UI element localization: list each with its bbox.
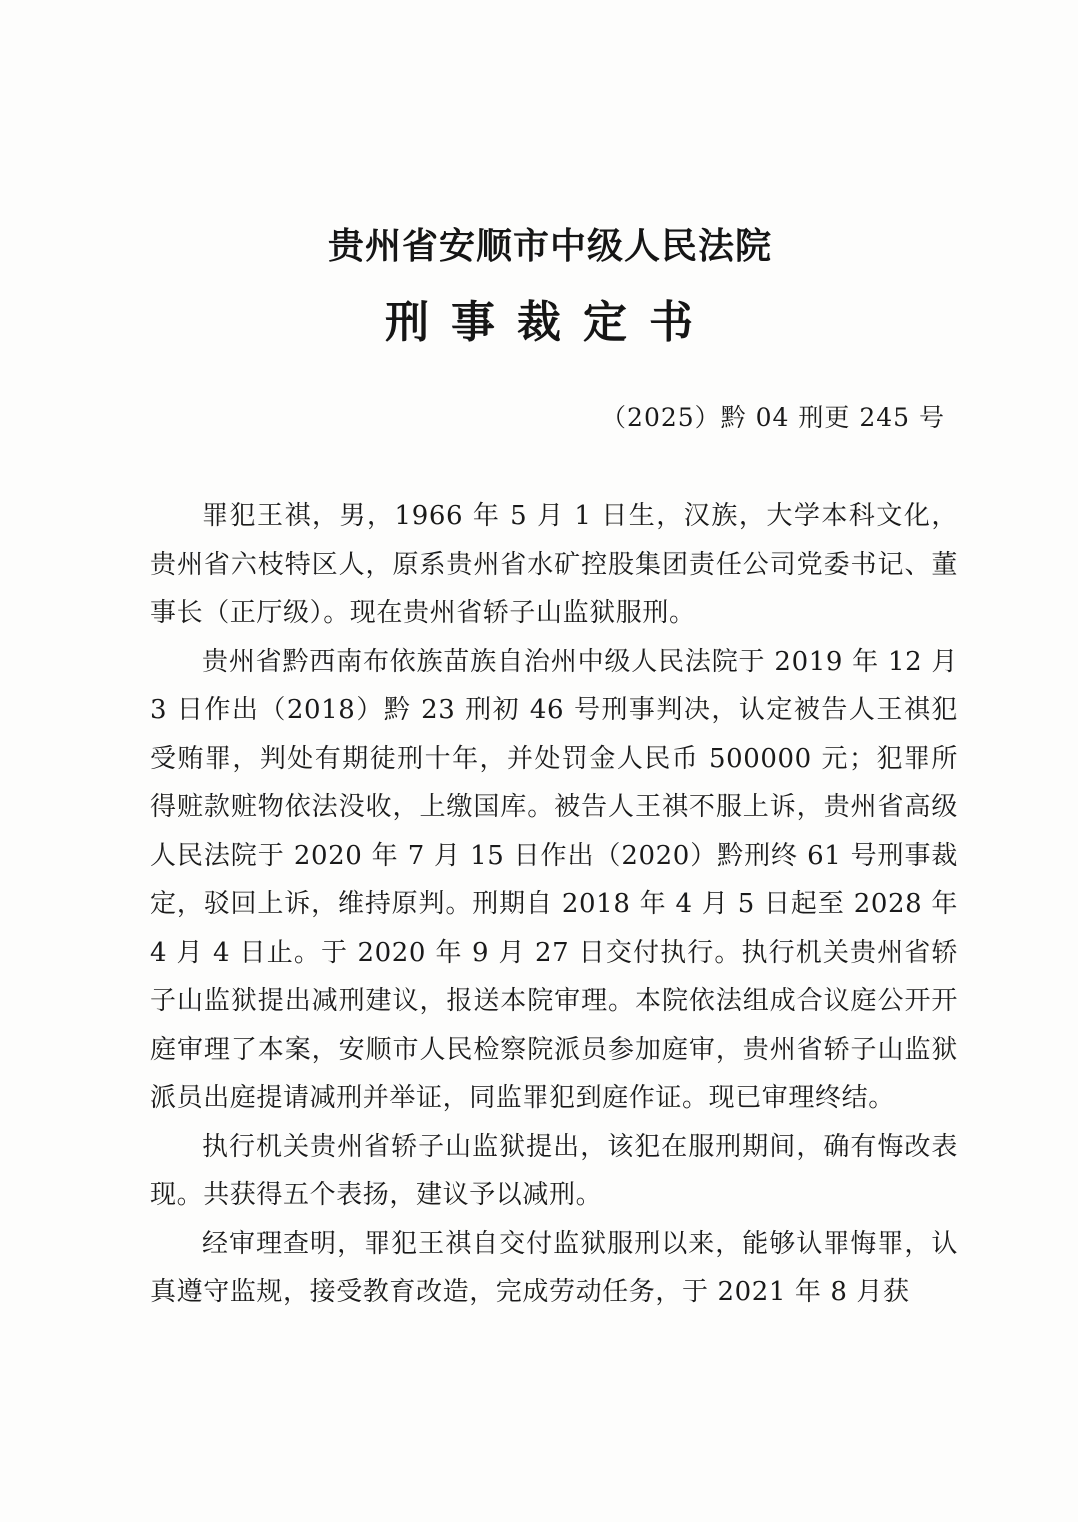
paragraph-findings: 经审理查明，罪犯王祺自交付监狱服刑以来，能够认罪悔罪，认真遵守监规，接受教育改造，完成劳动任务，于 2021 年 8 月获 (150, 1228, 958, 1307)
case-number: （2025）黔 04 刑更 245 号 (601, 403, 945, 432)
paragraph-prison-proposal: 执行机关贵州省轿子山监狱提出，该犯在服刑期间，确有悔改表现。共获得五个表扬，建议予以减刑。 (150, 1131, 958, 1210)
document-body (150, 492, 958, 1317)
document-type-title: 刑事裁定书 (385, 297, 715, 348)
paragraph-defendant-info: 罪犯王祺，男，1966 年 5 月 1 日生，汉族，大学本科文化，贵州省六枝特区人，原系贵州省水矿控股集团责任公司党委书记、董事长（正厅级）。现在贵州省轿子山监狱服刑。 (150, 501, 958, 628)
paragraph-case-history: 贵州省黔西南布依族苗族自治州中级人民法院于 2019 年 12 月 3 日作出（2018）黔 23 刑初 46 号刑事判决，认定被告人王祺犯受贿罪，判处有期徒刑十年，并处罚金人民币 500000 元；犯罪所得赃款赃物依法没收，上缴国库。被告人王祺不服上诉，贵州省高级人民法院于 2020 年 7 月 15 日作出（2020）黔刑终 61 号刑事裁定，驳回上诉，维持原判。刑期自 2018 年 4 月 5 日起至 2028 年 4 月 4 日止。于 2020 年 9 月 27 日交付执行。执行机关贵州省轿子山监狱提出减刑建议，报送本院审理。本院依法组成合议庭公开开庭审理了本案，安顺市人民检察院派员参加庭审，贵州省轿子山监狱派员出庭提请减刑并举证，同监罪犯到庭作证。现已审理终结。 (150, 646, 958, 1113)
court-name: 贵州省安顺市中级人民法院 (327, 226, 772, 267)
